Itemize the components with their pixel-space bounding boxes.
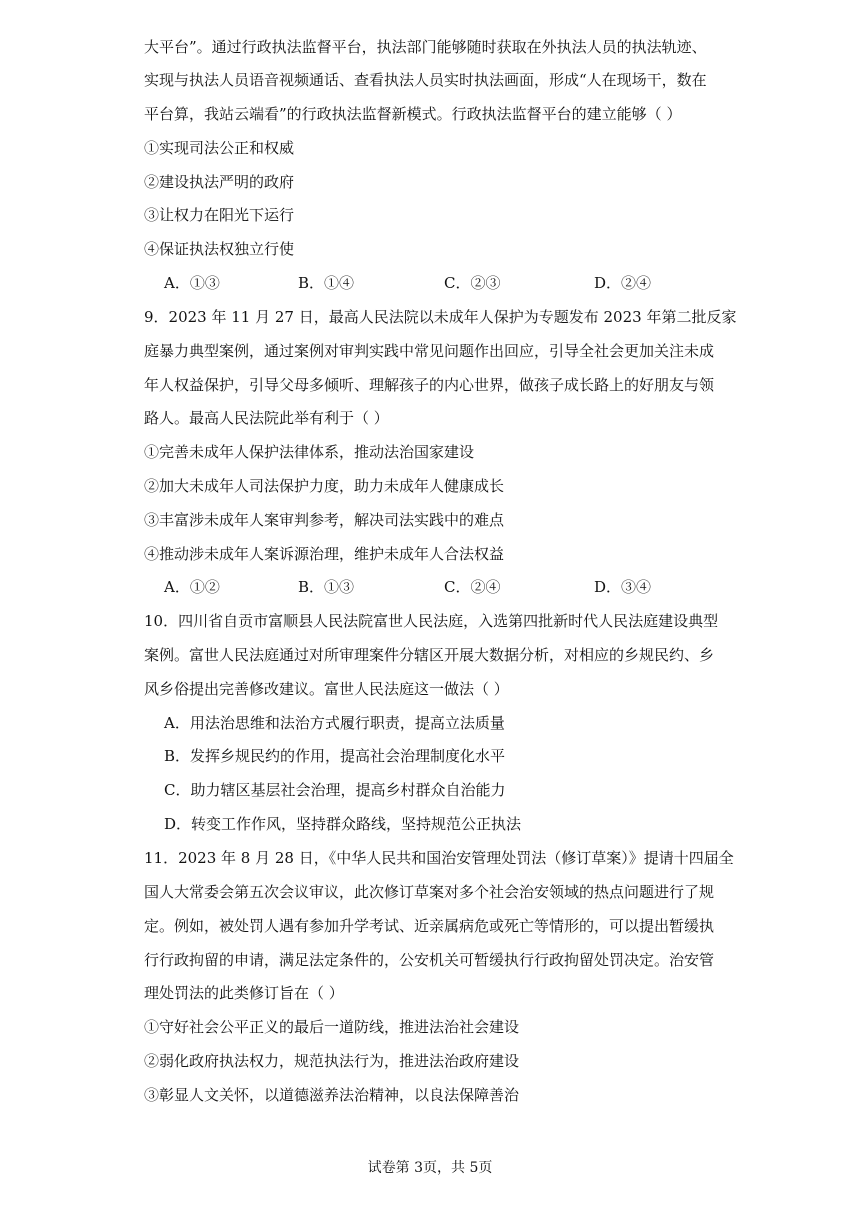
q8-statement-2: ②建设执法严明的政府 <box>144 173 295 191</box>
q9-options <box>164 577 724 597</box>
q9-option-b[interactable]: B．①③ <box>298 578 355 596</box>
q10-choice-d[interactable]: D．转变工作作风，坚持群众路线，坚持规范公正执法 <box>164 815 522 833</box>
q9-statement-3: ③丰富涉未成年人案审判参考，解决司法实践中的难点 <box>144 511 505 529</box>
q11-stem-line: 行行政拘留的申请，满足法定条件的，公安机关可暂缓执行行政拘留处罚决定。治安管 <box>144 951 715 969</box>
q11-stem-line: 11．2023 年 8 月 28 日，《中华人民共和国治安管理处罚法（修订草案）》提请十四届全 <box>144 849 734 867</box>
q9-option-d[interactable]: D．③④ <box>594 578 652 596</box>
q11-statement-1: ①守好社会公平正义的最后一道防线，推进法治社会建设 <box>144 1018 520 1036</box>
q11-statement-2: ②弱化政府执法权力，规范执法行为，推进法治政府建设 <box>144 1052 520 1070</box>
q9-stem-line: 路人。最高人民法院此举有利于（ ） <box>144 409 389 427</box>
q8-statement-3: ③让权力在阳光下运行 <box>144 206 295 224</box>
page-footer: 试卷第 3页，共 5页 <box>367 1160 493 1176</box>
q8-option-d[interactable]: D．②④ <box>594 274 652 292</box>
q8-option-a[interactable]: A．①③ <box>164 274 220 292</box>
q11-stem-line: 理处罚法的此类修订旨在（ ） <box>144 984 344 1002</box>
q10-choice-a[interactable]: A．用法治思维和法治方式履行职责，提高立法质量 <box>164 714 505 732</box>
q8-statement-1: ①实现司法公正和权威 <box>144 139 295 157</box>
q8-option-b[interactable]: B．①④ <box>298 274 355 292</box>
q9-stem-line: 庭暴力典型案例，通过案例对审判实践中常见问题作出回应，引导全社会更加关注未成 <box>144 342 715 360</box>
q9-stem-line: 年人权益保护，引导父母多倾听、理解孩子的内心世界，做孩子成长路上的好朋友与领 <box>144 376 715 394</box>
q9-option-a[interactable]: A．①② <box>164 578 220 596</box>
q9-statement-2: ②加大未成年人司法保护力度，助力未成年人健康成长 <box>144 477 505 495</box>
q10-stem-line: 10．四川省自贡市富顺县人民法院富世人民法庭，入选第四批新时代人民法庭建设典型 <box>144 612 719 630</box>
q9-option-c[interactable]: C．②④ <box>444 578 501 596</box>
q8-options <box>164 273 724 293</box>
q8-statement-4: ④保证执法权独立行使 <box>144 240 295 258</box>
q10-choice-b[interactable]: B．发挥乡规民约的作用，提高社会治理制度化水平 <box>164 747 506 765</box>
q10-stem-line: 案例。富世人民法庭通过对所审理案件分辖区开展大数据分析，对相应的乡规民约、乡 <box>144 646 715 664</box>
q8-option-c[interactable]: C．②③ <box>444 274 501 292</box>
q8-stem-line: 大平台”。通过行政执法监督平台，执法部门能够随时获取在外执法人员的执法轨迹、 <box>144 38 707 56</box>
q10-choice-c[interactable]: C．助力辖区基层社会治理，提高乡村群众自治能力 <box>164 781 506 799</box>
q9-statement-4: ④推动涉未成年人案诉源治理，维护未成年人合法权益 <box>144 545 505 563</box>
q10-stem-line: 风乡俗提出完善修改建议。富世人民法庭这一做法（ ） <box>144 680 509 698</box>
q8-stem-line: 平台算，我站云端看”的行政执法监督新模式。行政执法监督平台的建立能够（ ） <box>144 105 682 123</box>
q11-statement-3: ③彰显人文关怀，以道德滋养法治精神，以良法保障善治 <box>144 1086 520 1104</box>
q8-stem-line: 实现与执法人员语音视频通话、查看执法人员实时执法画面，形成“人在现场干，数在 <box>144 71 707 89</box>
q11-stem-line: 国人大常委会第五次会议审议，此次修订草案对多个社会治安领域的热点问题进行了规 <box>144 883 715 901</box>
q9-statement-1: ①完善未成年人保护法律体系，推动法治国家建设 <box>144 443 475 461</box>
q9-stem-line: 9．2023 年 11 月 27 日，最高人民法院以未成年人保护为专题发布 2023 年第二批反家 <box>144 308 737 326</box>
q11-stem-line: 定。例如，被处罚人遇有参加升学考试、近亲属病危或死亡等情形的，可以提出暂缓执 <box>144 917 715 935</box>
